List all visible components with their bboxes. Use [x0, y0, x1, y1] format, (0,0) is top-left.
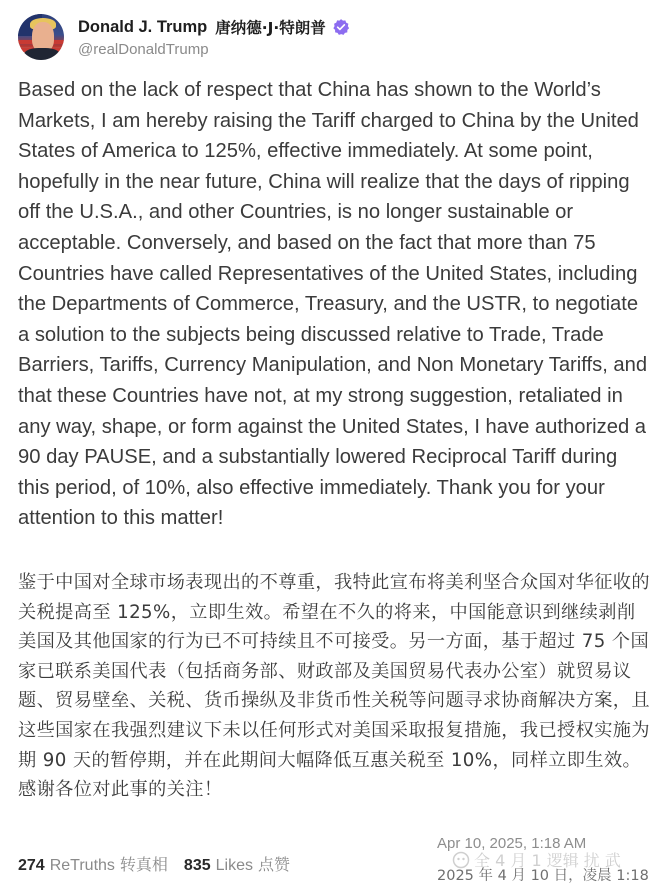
post-body-english: Based on the lack of respect that China has shown to the World’s Markets, I am hereby raising the Tariff charged to China by the United States of America to 125%, effective immediately. At some point, hopefully in the near future, China will realize that the days of ripping off the U.S.A., and other Countries, is no longer sustainable or acceptable. Conversely, and based on the fact that more than 75 Countries have called Representatives of the United States, including the Departments of Commerce, Treasury, and the USTR, to negotiate a solution to the subjects being discussed relative to Trade, Trade Barriers, Tariffs, Currency Manipulation, and Non Monetary Tariffs, and that these Countries have not, at my strong suggestion, retaliated in any way, shape, or form against the United States, I have authorized a 90 day PAUSE, and a substantially lowered Reciprocal Tariff during this period, of 10%, also effective immediately. Thank you for your attention to this matter! [18, 79, 648, 530]
author-name-row [78, 16, 350, 38]
post-timestamp-cn: 2025 年 4 月 10 日，凌晨 1:18 [437, 868, 649, 884]
verified-badge-icon [332, 18, 350, 36]
likes-label[interactable]: Likes [215, 857, 253, 874]
likes-label-cn: 点赞 [257, 857, 290, 874]
watermark-text: 全 4 月 1 逻辑 扰 武 [474, 851, 621, 870]
retruths-label[interactable]: ReTruths [49, 857, 115, 874]
post-header [18, 14, 350, 60]
post-body-chinese: 鉴于中国对全球市场表现出的不尊重，我特此宣布将美利坚合众国对华征收的关税提高至 125%，立即生效。希望在不久的将来，中国能意识到继续剥削美国及其他国家的行为已不可持续且不可接受。另一方面，基于超过 75 个国家已联系美国代表（包括商务部、财政部及美国贸易代表办公室）就贸易议题、贸易壁垒、关税、货币操纵及非货币性关税等问题寻求协商解决方案，且这些国家在我强烈建议下未以任何形式对美国采取报复措施，我已授权实施为期 90 天的暂停期，并在此期间大幅降低互惠关税至 10%，同样立即生效。感谢各位对此事的关注！ [18, 572, 650, 801]
author-name-cn: 唐纳德·J·特朗普 [215, 19, 326, 37]
likes-count[interactable]: 835 [183, 857, 211, 874]
retruths-count[interactable]: 274 [18, 857, 45, 874]
author-info [78, 16, 350, 58]
post-stats [18, 852, 290, 875]
avatar[interactable] [18, 14, 64, 60]
author-handle[interactable]: @realDonaldTrump [78, 41, 209, 58]
post-timestamp: Apr 10, 2025, 1:18 AM [437, 835, 587, 852]
avatar-suit [24, 48, 60, 60]
retruths-label-cn: 转真相 [119, 857, 168, 874]
author-name[interactable]: Donald J. Trump [78, 17, 208, 36]
